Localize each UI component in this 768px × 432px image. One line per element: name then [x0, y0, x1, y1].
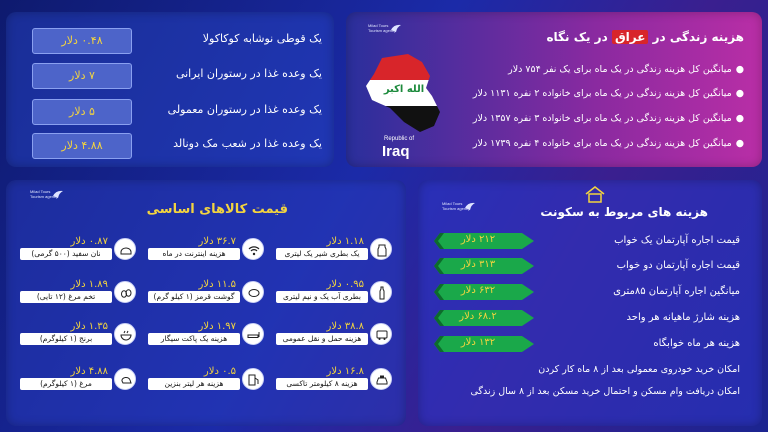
goods-item: ۳۶.۷ دلار هزینه اینترنت در ماه — [144, 236, 264, 262]
food-item-label: یک قوطی نوشابه کوکاکولا — [202, 32, 322, 45]
goods-item: ۳۸.۸ دلار هزینه حمل و نقل عمومی — [272, 321, 392, 347]
housing-price-arrow: ۱۳۲ دلار — [434, 336, 534, 352]
eggs-icon — [119, 286, 133, 300]
food-row — [32, 133, 332, 159]
iraq-overview-panel — [346, 12, 762, 167]
iraq-cost-line: ●میانگین کل هزینه زندگی در یک ماه برای خانواده ۴ نفره ۱۷۳۹ دلار — [472, 138, 744, 149]
housing-price-arrow: ۳۱۳ دلار — [434, 258, 534, 274]
goods-item: ۰.۵ دلار هزینه هر لیتر بنزین — [144, 366, 264, 392]
goods-item: ۱.۸۹ دلار تخم مرغ (۱۲ تایی) — [16, 279, 136, 305]
iraq-cost-line: ●میانگین کل هزینه زندگی در یک ماه برای یک نفر ۷۵۴ دلار — [508, 64, 744, 75]
milk-icon — [375, 243, 389, 257]
food-row — [32, 28, 332, 54]
food-price-value: ۷ دلار — [32, 63, 132, 89]
food-price-value: ۰.۴۸ دلار — [32, 28, 132, 54]
food-item-label: یک وعده غذا در شعب مک دونالد — [173, 137, 322, 150]
taxi-icon — [375, 373, 389, 387]
map-caption-country: Iraq — [382, 143, 410, 160]
meat-icon — [247, 286, 261, 300]
housing-item-label: میانگین اجاره آپارتمان ۸۵متری — [613, 286, 740, 297]
housing-price-arrow: ۶۳۲ دلار — [434, 284, 534, 300]
food-item-label: یک وعده غذا در رستوران معمولی — [167, 103, 322, 116]
goods-item: ۱.۱۸ دلار یک بطری شیر یک لیتری — [272, 236, 392, 262]
brand-logo: Milad Tours Tourism agency — [18, 188, 64, 204]
goods-title: قیمت کالاهای اساسی — [146, 202, 288, 217]
housing-title: هزینه های مربوط به سکونت — [540, 205, 708, 219]
housing-note: امکان دریافت وام مسکن و احتمال خرید مسکن بعد از ۸ سال زندگی — [470, 386, 740, 397]
goods-item: ۱.۳۵ دلار برنج (۱ کیلوگرم) — [16, 321, 136, 347]
food-item-label: یک وعده غذا در رستوران ایرانی — [175, 67, 322, 80]
cigarette-icon — [247, 328, 261, 342]
food-price-value: ۵ دلار — [32, 99, 132, 125]
goods-item: ۱۶.۸ دلار هزینه ۸ کیلومتر تاکسی — [272, 366, 392, 392]
bus-icon — [375, 328, 389, 342]
housing-panel — [418, 180, 762, 426]
housing-price-arrow: ۶۸.۲ دلار — [434, 310, 534, 326]
housing-item-label: قیمت اجاره آپارتمان یک خواب — [614, 235, 740, 246]
food-row — [32, 99, 332, 125]
rice-icon — [119, 328, 133, 342]
housing-note: امکان خرید خودروی معمولی بعد از ۸ ماه کار کردن — [538, 364, 740, 375]
food-prices-panel — [6, 12, 334, 167]
food-row — [32, 63, 332, 89]
chicken-icon — [119, 373, 133, 387]
brand-logo: Milad Tours Tourism agency — [356, 22, 402, 38]
iraq-cost-line: ●میانگین کل هزینه زندگی در یک ماه برای خانواده ۳ نفره ۱۳۵۷ دلار — [472, 113, 744, 124]
goods-item: ۰.۸۷ دلار نان سفید (۵۰۰ گرمی) — [16, 236, 136, 262]
housing-item-label: قیمت اجاره آپارتمان دو خواب — [616, 260, 740, 271]
basic-goods-panel — [6, 180, 406, 426]
goods-item: ۱۱.۵ دلار گوشت قرمز (۱ کیلو گرم) — [144, 279, 264, 305]
wifi-icon — [247, 243, 261, 257]
water-bottle-icon — [375, 286, 389, 300]
housing-item-label: هزینه هر ماه خوابگاه — [653, 338, 740, 349]
goods-item: ۴.۸۸ دلار مرغ (۱ کیلوگرم) — [16, 366, 136, 392]
housing-item-label: هزینه شارژ ماهیانه هر واحد — [626, 312, 740, 323]
goods-item: ۱.۹۷ دلار هزینه یک پاکت سیگار — [144, 321, 264, 347]
brand-logo: Milad Tours Tourism agency — [430, 200, 476, 216]
iraq-title: هزینه زندگی در عراق در یک نگاه — [546, 30, 744, 44]
map-caption-small: Republic of — [384, 136, 415, 142]
bread-icon — [119, 243, 133, 257]
goods-item: ۰.۹۵ دلار بطری آب یک و نیم لیتری — [272, 279, 392, 305]
house-icon — [584, 185, 606, 203]
food-price-value: ۴.۸۸ دلار — [32, 133, 132, 159]
housing-price-arrow: ۲۱۲ دلار — [434, 233, 534, 249]
country-highlight: عراق — [612, 30, 649, 44]
iraq-cost-line: ●میانگین کل هزینه زندگی در یک ماه برای خانواده ۲ نفره ۱۱۳۱ دلار — [472, 88, 744, 99]
fuel-icon — [247, 373, 261, 387]
flag-takbir-text: الله اكبر — [383, 84, 425, 95]
